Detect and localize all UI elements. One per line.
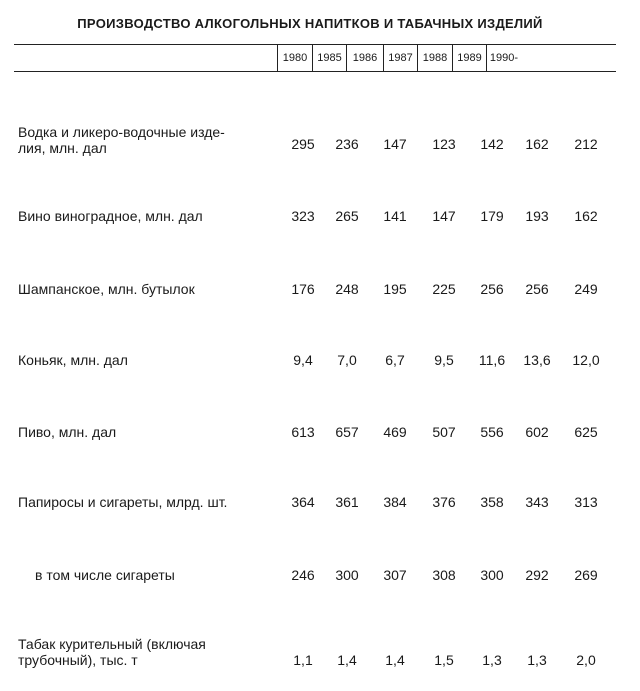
table-cell: 176	[291, 281, 315, 297]
row-label: Коньяк, млн. дал	[18, 352, 128, 368]
year-header-cell: 1980	[277, 45, 312, 71]
table-cell: 358	[480, 494, 504, 510]
row-label: Папиросы и сигареты, млрд. шт.	[18, 494, 228, 510]
table-cell: 256	[525, 281, 549, 297]
row-label: Вино виноградное, млн. дал	[18, 208, 203, 224]
row-label: Шампанское, млн. бутылок	[18, 281, 195, 297]
table-cell: 265	[335, 208, 359, 224]
table-cell: 142	[480, 136, 504, 152]
table-cell: 236	[335, 136, 359, 152]
table-cell: 248	[335, 281, 359, 297]
year-header-cell: 1990-	[486, 45, 521, 71]
table-cell: 300	[480, 567, 504, 583]
table-cell: 602	[525, 424, 549, 440]
table-cell: 2,0	[576, 652, 596, 668]
table-cell: 361	[335, 494, 359, 510]
table-cell: 162	[525, 136, 549, 152]
table-cell: 249	[574, 281, 598, 297]
table-cell: 195	[383, 281, 407, 297]
table-cell: 307	[383, 567, 407, 583]
table-cell: 469	[383, 424, 407, 440]
table-cell: 6,7	[385, 352, 405, 368]
table-cell: 12,0	[572, 352, 600, 368]
table-cell: 625	[574, 424, 598, 440]
table-cell: 1,3	[482, 652, 502, 668]
table-cell: 9,5	[434, 352, 454, 368]
table-cell: 507	[432, 424, 456, 440]
row-label: в том числе сигареты	[35, 567, 175, 583]
table-cell: 556	[480, 424, 504, 440]
table-cell: 225	[432, 281, 456, 297]
table-cell: 212	[574, 136, 598, 152]
table-cell: 9,4	[293, 352, 313, 368]
table-cell: 13,6	[523, 352, 551, 368]
table-cell: 162	[574, 208, 598, 224]
table-cell: 141	[383, 208, 407, 224]
table-cell: 323	[291, 208, 315, 224]
year-header-cell: 1985	[312, 45, 346, 71]
table-cell: 300	[335, 567, 359, 583]
row-label: Пиво, млн. дал	[18, 424, 117, 440]
year-header-cell: 1986	[346, 45, 383, 71]
header-bottom-rule	[14, 71, 616, 72]
table-cell: 1,5	[434, 652, 454, 668]
table-cell: 292	[525, 567, 549, 583]
table-cell: 376	[432, 494, 456, 510]
table-cell: 364	[291, 494, 315, 510]
table-cell: 123	[432, 136, 456, 152]
table-cell: 313	[574, 494, 598, 510]
table-cell: 246	[291, 567, 315, 583]
table-cell: 1,4	[385, 652, 405, 668]
table-cell: 1,3	[527, 652, 547, 668]
year-header-cell: 1988	[417, 45, 452, 71]
table-cell: 343	[525, 494, 549, 510]
table-cell: 384	[383, 494, 407, 510]
table-cell: 308	[432, 567, 456, 583]
year-header-cell: 1987	[383, 45, 417, 71]
table-cell: 613	[291, 424, 315, 440]
table-cell: 295	[291, 136, 315, 152]
table-cell: 11,6	[478, 352, 506, 368]
table-cell: 147	[432, 208, 456, 224]
page-title: ПРОИЗВОДСТВО АЛКОГОЛЬНЫХ НАПИТКОВ И ТАБАЧНЫХ ИЗДЕЛИЙ	[77, 16, 543, 31]
table-cell: 179	[480, 208, 504, 224]
table-cell: 7,0	[337, 352, 357, 368]
table-cell: 1,4	[337, 652, 357, 668]
year-header-cell: 1989	[452, 45, 486, 71]
table-cell: 269	[574, 567, 598, 583]
table-cell: 193	[525, 208, 549, 224]
year-header	[277, 45, 521, 71]
table-cell: 1,1	[293, 652, 313, 668]
table-cell: 147	[383, 136, 407, 152]
table-cell: 657	[335, 424, 359, 440]
row-label: Водка и ликеро-водочные изде- лия, млн. дал	[18, 124, 225, 156]
table-cell: 256	[480, 281, 504, 297]
row-label: Табак курительный (включая трубочный), тыс. т	[18, 636, 206, 668]
